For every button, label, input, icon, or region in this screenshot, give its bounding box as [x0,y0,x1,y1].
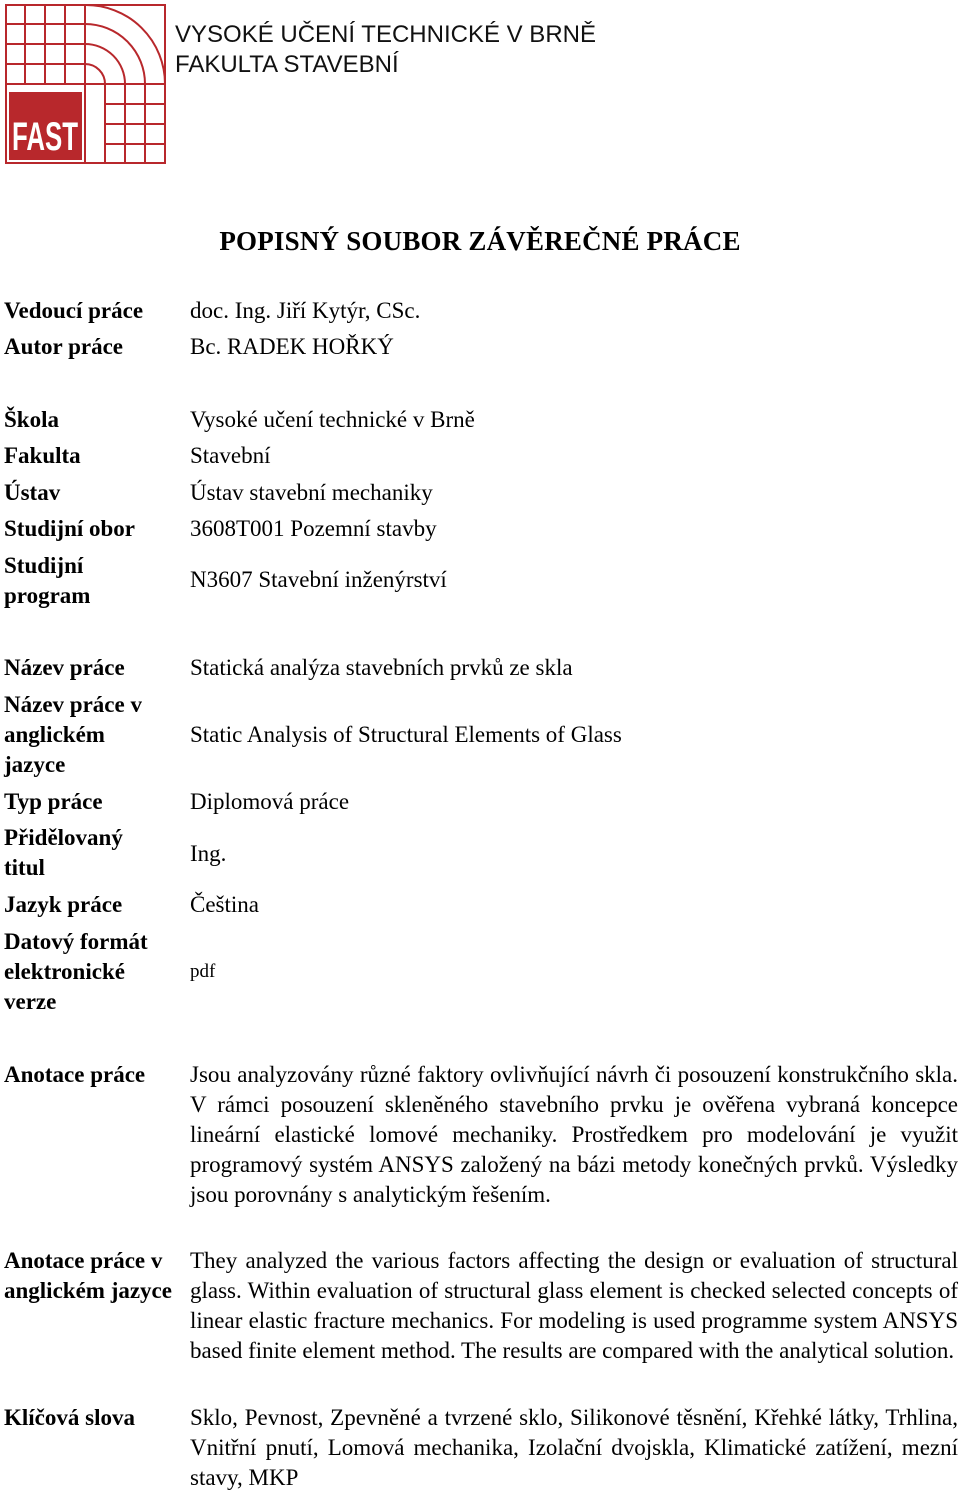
thesis-type-value: Diplomová práce [190,789,350,814]
document-title: POPISNÝ SOUBOR ZÁVĚREČNÉ PRÁCE [219,226,741,256]
fast-logo [5,4,166,164]
abstract-label: Anotace práce [4,1062,146,1087]
thesis-type-label: Typ práce [4,789,103,814]
degree-value: Ing. [190,841,227,866]
supervisor-value: doc. Ing. Jiří Kytýr, CSc. [190,298,421,323]
field-of-study-value: 3608T001 Pozemní stavby [190,516,437,541]
university-name: VYSOKÉ UČENÍ TECHNICKÉ V BRNĚ [175,21,596,48]
study-programme-value: N3607 Stavební inženýrství [190,567,447,592]
faculty-label: Fakulta [4,443,81,468]
institution-header [175,20,596,80]
abstract-en-value: They analyzed the various factors affecting the design or evaluation of structural glass. Within evaluation of structural glass element is checked selected concepts of linear elastic fracture mechanics. For modeling is used programme system ANSYS based finite element method. The results are compared with the analytical solution. [190,1248,958,1363]
faculty-name: FAKULTA STAVEBNÍ [175,51,399,78]
author-value: Bc. RADEK HOŘKÝ [190,334,394,359]
language-value: Čeština [190,892,259,917]
supervisor-label: Vedoucí práce [4,298,144,323]
thesis-title-label: Název práce [4,655,125,680]
school-value: Vysoké učení technické v Brně [190,407,475,432]
institute-label: Ústav [4,480,61,505]
format-label: Datový formát elektronické verze [4,929,148,1014]
faculty-value: Stavební [190,443,271,468]
thesis-title-en-value: Static Analysis of Structural Elements of Glass [190,722,622,747]
author-label: Autor práce [4,334,124,359]
logo-text: FAST [12,115,78,159]
keywords-label: Klíčová slova [4,1405,135,1430]
keywords-value: Sklo, Pevnost, Zpevněné a tvrzené sklo, Silikonové těsnění, Křehké látky, Trhlina, Vnitřní pnutí, Lomová mechanika, Izolační dvojskla, Klimatické zatížení, mezní stavy, MKP [190,1405,958,1490]
field-of-study-label: Studijní obor [4,516,136,541]
language-label: Jazyk práce [4,892,123,917]
abstract-value: Jsou analyzovány různé faktory ovlivňující návrh či posouzení konstrukčního skla. V rámci posouzení skleněného stavebního prvku je ověřena vybraná koncepce lineární elastické lomové mechaniky. Prostředkem pro modelování je využit programový systém ANSYS založený na bázi metody konečných prvků. Výsledky jsou porovnány s analytickým řešením. [190,1062,958,1207]
thesis-title-en-label: Název práce v anglickém jazyce [4,692,142,777]
institute-value: Ústav stavební mechaniky [190,480,433,505]
degree-label: Přidělovaný titul [4,825,123,880]
thesis-title-value: Statická analýza stavebních prvků ze skla [190,655,573,680]
study-programme-label: Studijní program [4,553,91,608]
school-label: Škola [4,407,59,432]
format-value: pdf [190,961,216,982]
abstract-en-label: Anotace práce v anglickém jazyce [4,1248,172,1303]
